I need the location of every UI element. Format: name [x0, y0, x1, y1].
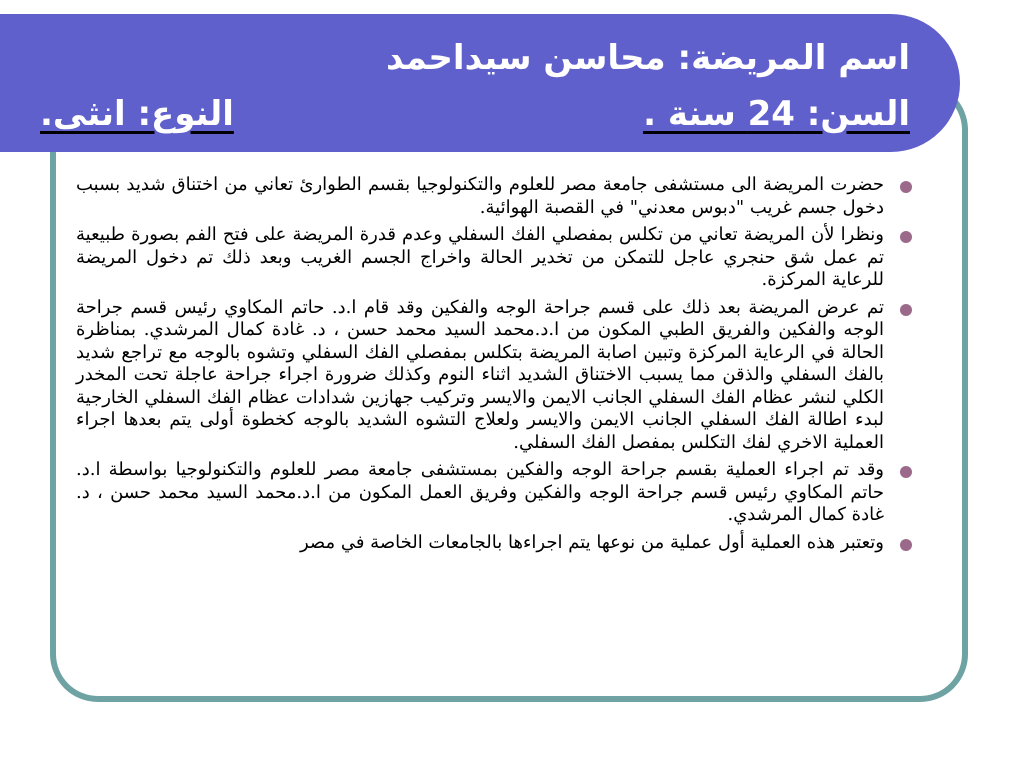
list-item [76, 174, 908, 219]
bullet-dot-icon [900, 231, 912, 243]
patient-age: السن: 24 سنة . [643, 94, 910, 134]
list-item [76, 532, 908, 555]
bullet-text: ونظرا لأن المريضة تعاني من تكلس بمفصلي الفك السفلي وعدم قدرة المريضة على فتح الفم بصورة طبيعية تم عمل شق حنجري عاجل للتمكن من تخدير الحالة واخراج الجسم الغريب وبعد ذلك تم دخول المريضة للرعاية المركزة. [76, 224, 884, 290]
bullet-text: تم عرض المريضة بعد ذلك على قسم جراحة الوجه والفكين وقد قام ا.د. حاتم المكاوي رئيس قسم جراحة الوجه والفكين والفريق الطبي المكون من ا.د.محمد السيد محمد حسن ، د. غادة كمال المرشدي. بمناظرة الحالة في الرعاية المركزة وتبين اصابة المريضة بتكلس بمفصلي الفك السفلي وتشوه بالوجه مع تراجع شديد بالفك السفلي والذقن مما يسبب الاختناق الشديد اثناء النوم وكذلك ضرورة اجراء جراحة عاجلة تحت المخدر الكلي لنشر عظام الفك السفلي الجانب الايمن والايسر وتركيب جهازين شدادات عظام الفك السفلي الخارجية لبدء اطالة الفك السفلي الجانب الايمن والايسر ولعلاج التشوه الشديد بالوجه كخطوة أولى يتم بعدها اجراء العملية الاخري لفك التكلس بمفصل الفك السفلي. [76, 296, 884, 453]
list-item [76, 224, 908, 292]
bullet-dot-icon [900, 181, 912, 193]
patient-gender: النوع: انثى. [40, 94, 234, 134]
bullet-dot-icon [900, 466, 912, 478]
bullet-dot-icon [900, 539, 912, 551]
bullet-dot-icon [900, 304, 912, 316]
patient-info-line [40, 86, 910, 142]
patient-name-line: اسم المريضة: محاسن سيداحمد [385, 38, 910, 78]
title-bar [0, 14, 960, 152]
slide-title [40, 30, 910, 142]
list-item [76, 459, 908, 527]
list-item [76, 297, 908, 455]
bullet-text: حضرت المريضة الى مستشفى جامعة مصر للعلوم والتكنولوجيا بقسم الطوارئ تعاني من اختناق شديد بسبب دخول جسم غريب "دبوس معدني" في القصبة الهوائية. [76, 174, 884, 218]
bullet-text: وتعتبر هذه العملية أول عملية من نوعها يتم اجراءها بالجامعات الخاصة في مصر [299, 531, 884, 553]
bullet-text: وقد تم اجراء العملية بقسم جراحة الوجه والفكين بمستشفى جامعة مصر للعلوم والتكنولوجيا بواسطة ا.د. حاتم المكاوي رئيس قسم جراحة الوجه والفكين وفريق العمل المكون من ا.د.محمد السيد محمد حسن ، د. غادة كمال المرشدي. [76, 459, 884, 525]
bullet-list [76, 174, 908, 559]
